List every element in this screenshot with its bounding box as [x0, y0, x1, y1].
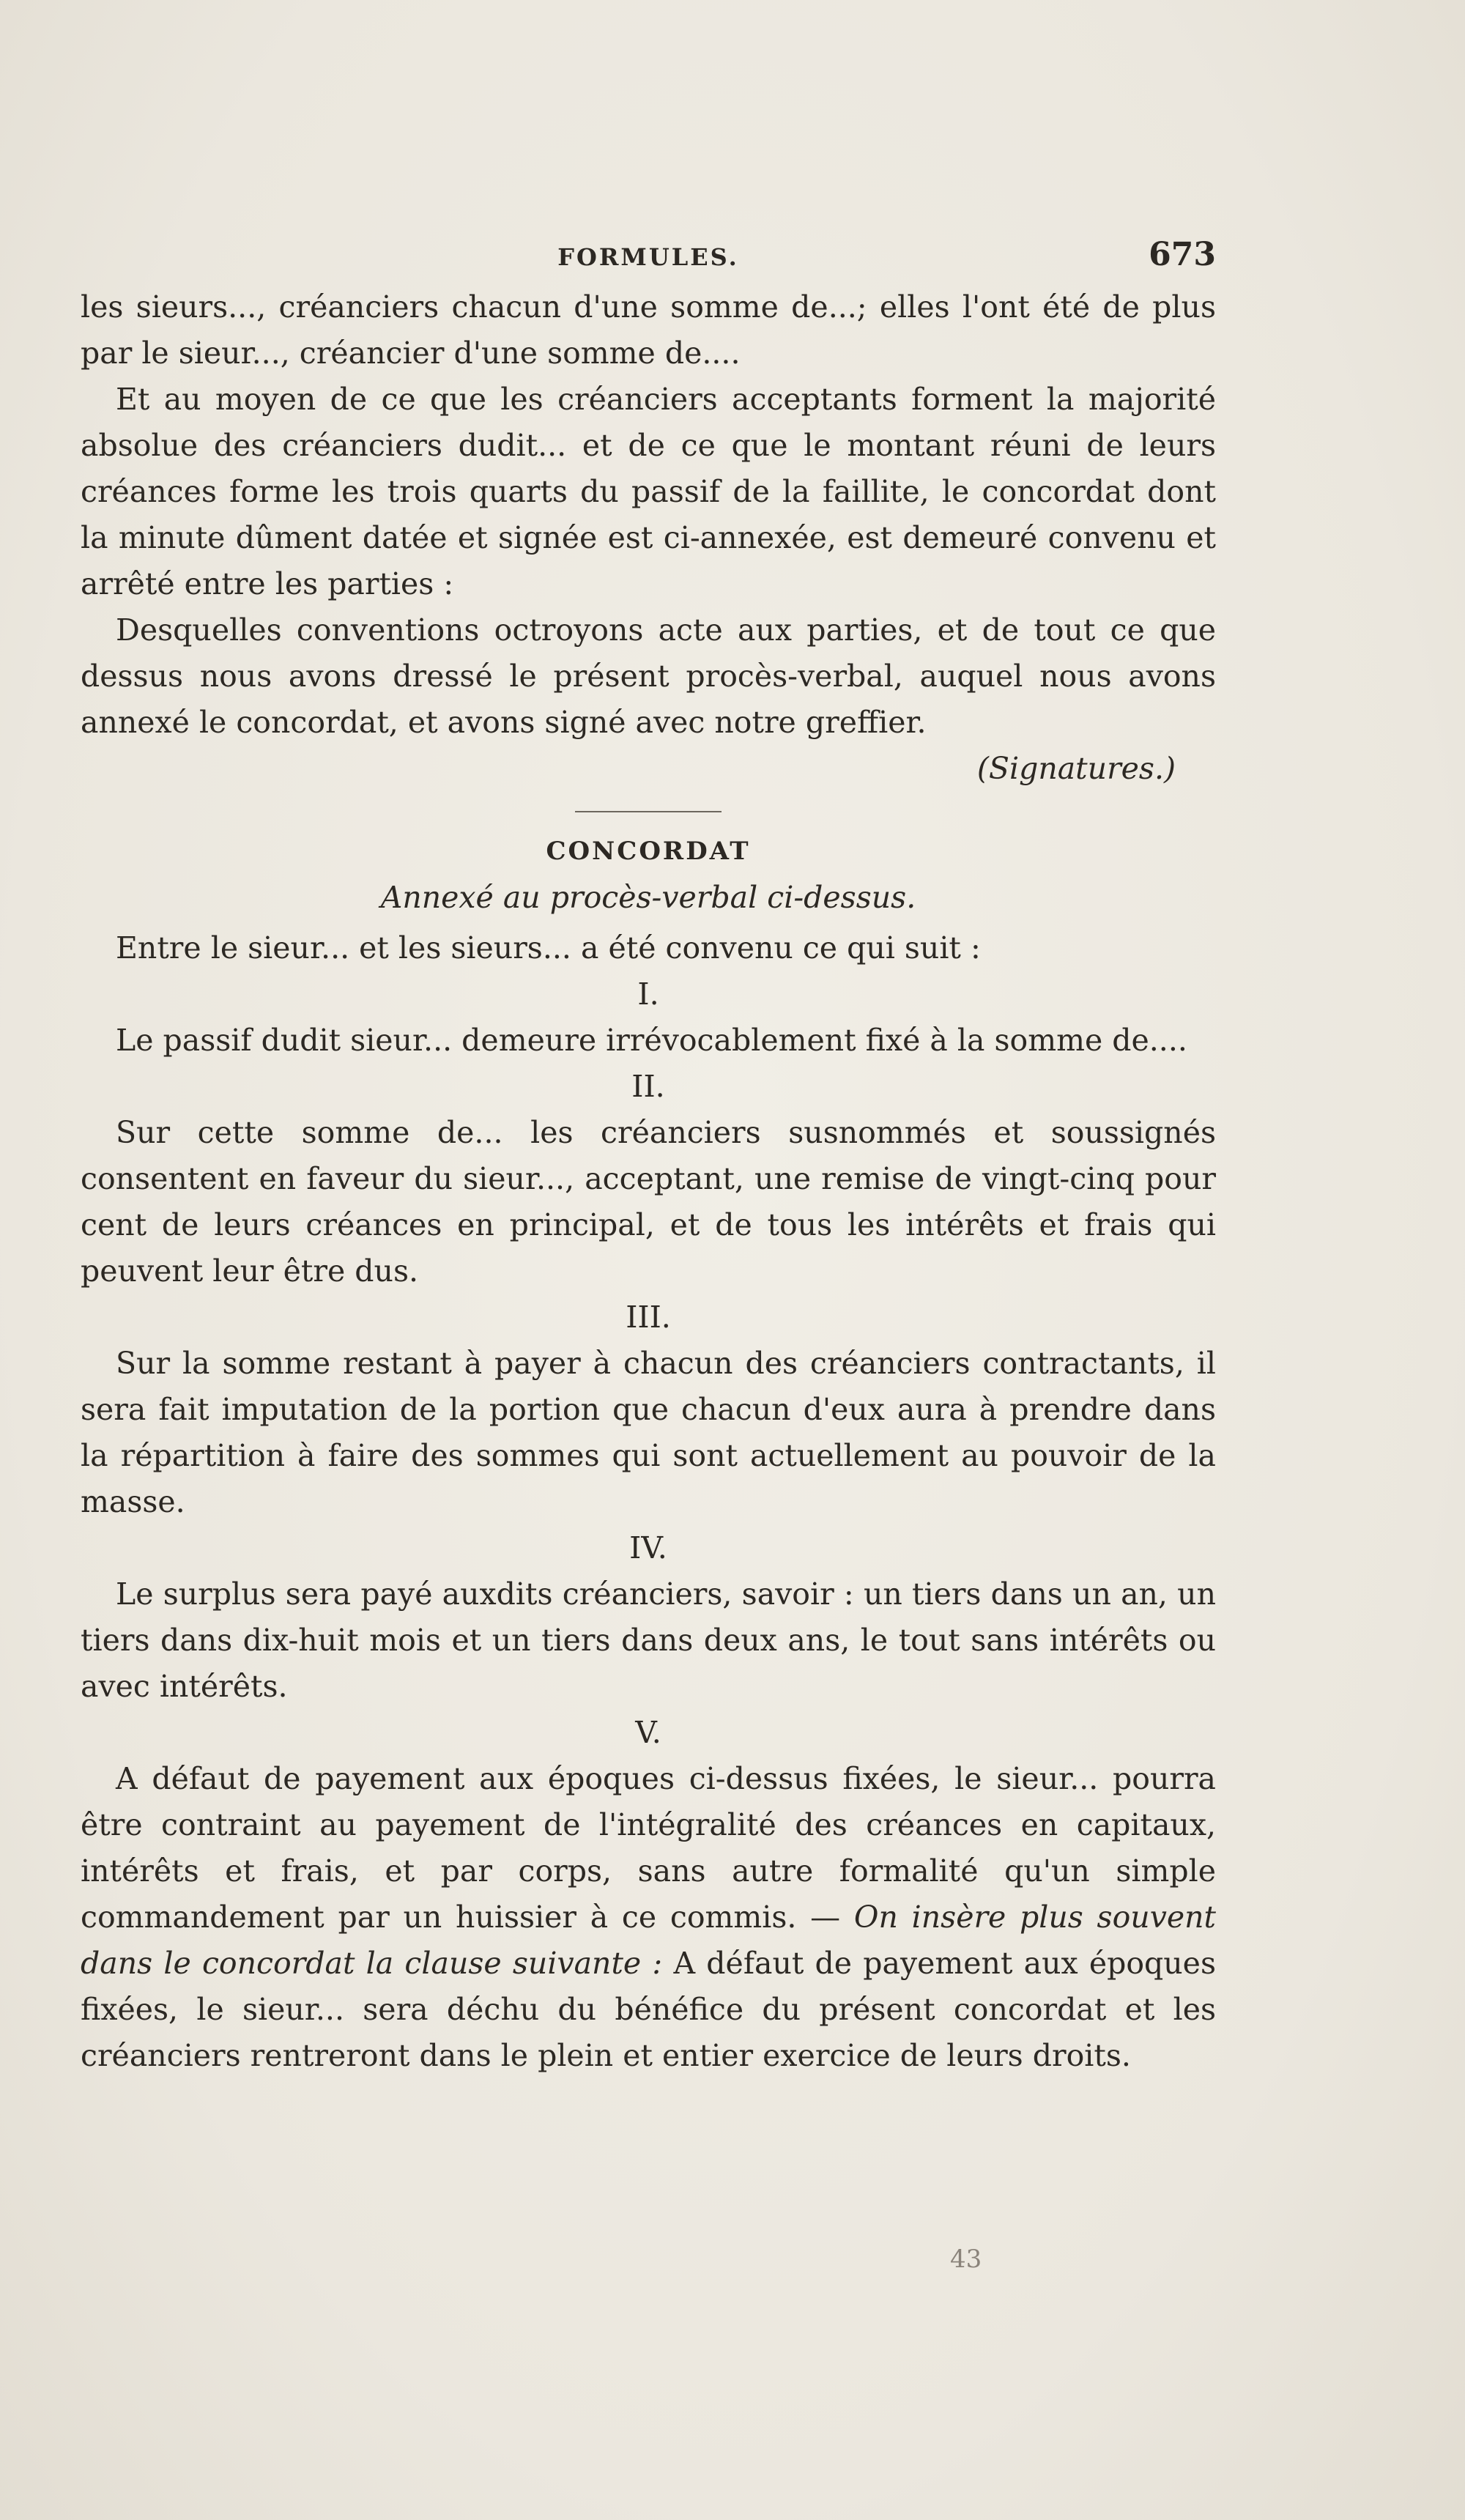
text-block	[81, 234, 1216, 2079]
article-number-3: III.	[626, 1300, 671, 1335]
paragraph-1: les sieurs..., créanciers chacun d'une somme de...; elles l'ont été de plus par le sieur..., créancier d'une somme de....	[81, 289, 1216, 371]
article-number-5: V.	[635, 1715, 661, 1750]
concordat-intro: Entre le sieur... et les sieurs... a été convenu ce qui suit :	[116, 930, 981, 966]
article-5-part-a: A défaut de payement aux époques ci-dessus fixées, le sieur... pourra être contraint au payement de l'intégralité des créances en capitaux, intérêts et frais, et par corps, sans autre formalité qu'un simple commandement par un huissier à ce commis. —	[81, 1761, 1216, 1935]
article-number-4: IV.	[629, 1530, 667, 1565]
article-text-5	[81, 1756, 1216, 2079]
article-text-4: Le surplus sera payé auxdits créanciers, savoir : un tiers dans un an, un tiers dans dix-huit mois et un tiers dans deux ans, le tout sans intérêts ou avec intérêts.	[81, 1576, 1216, 1704]
running-header	[81, 234, 1216, 284]
running-title: FORMULES.	[557, 243, 739, 271]
article-5-part-b: A défaut de payement aux époques fixées, le sieur... sera déchu du bénéfice du présent concordat et les créanciers rentreront dans le plein et entier exercice de leurs droits.	[81, 1946, 1216, 2073]
article-number-1: I.	[637, 976, 659, 1012]
page-number: 673	[1149, 236, 1216, 273]
article-text-2: Sur cette somme de... les créanciers susnommés et soussignés consentent en faveur du sieur..., acceptant, une remise de vingt-cinq pour cent de leurs créances en principal, et de tous les intérêts et frais qui peuvent leur être dus.	[81, 1115, 1216, 1289]
section-subtitle: Annexé au procès-verbal ci-dessus.	[380, 880, 916, 915]
paragraph-3: Desquelles conventions octroyons acte aux parties, et de tout ce que dessus nous avons dressé le présent procès-verbal, auquel nous avons annexé le concordat, et avons signé avec notre greffier.	[81, 612, 1216, 740]
article-text-3: Sur la somme restant à payer à chacun des créanciers contractants, il sera fait imputation de la portion que chacun d'eux aura à prendre dans la répartition à faire des sommes qui sont actuellement au pouvoir de la masse.	[81, 1346, 1216, 1519]
signature-mark: 43	[950, 2245, 982, 2274]
section-title: CONCORDAT	[546, 837, 751, 866]
article-number-2: II.	[631, 1069, 665, 1104]
article-5-italic-clause: On insère plus souvent dans le concordat la clause suivante :	[81, 1900, 1216, 1981]
signatures: (Signatures.)	[976, 751, 1176, 786]
article-text-1: Le passif dudit sieur... demeure irrévocablement fixé à la somme de....	[116, 1023, 1187, 1058]
paragraph-2: Et au moyen de ce que les créanciers acceptants forment la majorité absolue des créanciers dudit... et de ce que le montant réuni de leurs créances forme les trois quarts du passif de la faillite, le concordat dont la minute dûment datée et signée est ci-annexée, est demeuré convenu et arrêté entre les parties :	[81, 382, 1216, 601]
separator-rule	[575, 811, 722, 812]
